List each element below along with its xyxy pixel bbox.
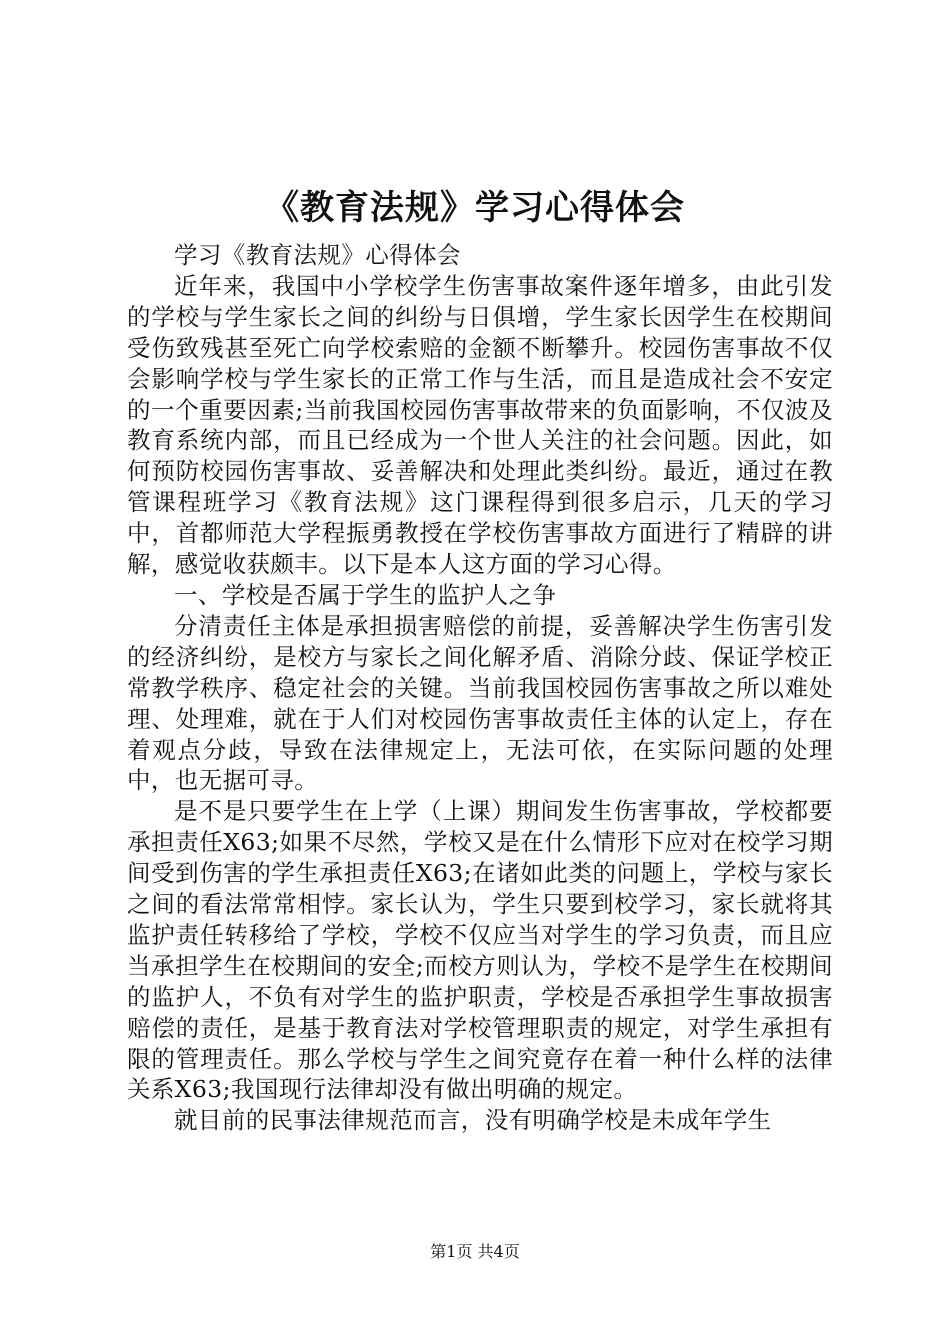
body-paragraph: 是不是只要学生在上学（上课）期间发生伤害事故，学校都要承担责任X63;如果不尽然，学校又是在什么情形下应对在校学习期间受到伤害的学生承担责任X63;在诸如此类的问题上，学校与家长之间的看法常常相悖。家长认为，学生只要到校学习，家长就将其监护责任转移给了学校，学校不仅应当对学生的学习负责，而且应当承担学生在校期间的安全;而校方则认为，学校不是学生在校期间的监护人，不负有对学生的监护职责，学校是否承担学生事故损害赔偿的责任，是基于教育法对学校管理职责的规定，对学生承担有限的管理责任。那么学校与学生之间究竟存在着一种什么样的法律关系X63;我国现行法律却没有做出明确的规定。 [127,797,833,1104]
document-body [127,240,833,1136]
document-title: 《教育法规》学习心得体会 [265,188,685,228]
page-number-footer: 第1页 共4页 [430,1242,520,1261]
body-paragraph: 就目前的民事法律规范而言，没有明确学校是未成年学生 [174,1106,772,1135]
intro-paragraph: 近年来，我国中小学校学生伤害事故案件逐年增多，由此引发的学校与学生家长之间的纠纷与日俱增，学生家长因学生在校期间受伤致残甚至死亡向学校索赔的金额不断攀升。校园伤害事故不仅会影响学校与学生家长的正常工作与生活，而且是造成社会不安定的一个重要因素;当前我国校园伤害事故带来的负面影响，不仅波及教育系统内部，而且已经成为一个世人关注的社会问题。因此，如何预防校园伤害事故、妥善解决和处理此类纠纷。最近，通过在教管课程班学习《教育法规》这门课程得到很多启示，几天的学习中，首都师范大学程振勇教授在学校伤害事故方面进行了精辟的讲解，感觉收获颇丰。以下是本人这方面的学习心得。 [127,271,833,579]
subtitle-paragraph: 学习《教育法规》心得体会 [174,241,461,269]
body-paragraph: 分清责任主体是承担损害赔偿的前提，妥善解决学生伤害引发的经济纠纷，是校方与家长之间化解矛盾、消除分歧、保证学校正常教学秩序、稳定社会的关键。当前我国校园伤害事故之所以难处理、处理难，就在于人们对校园伤害事故责任主体的认定上，存在着观点分歧，导致在法律规定上，无法可依，在实际问题的处理中，也无据可寻。 [127,611,833,795]
section-heading: 一、学校是否属于学生的监护人之争 [174,580,557,609]
